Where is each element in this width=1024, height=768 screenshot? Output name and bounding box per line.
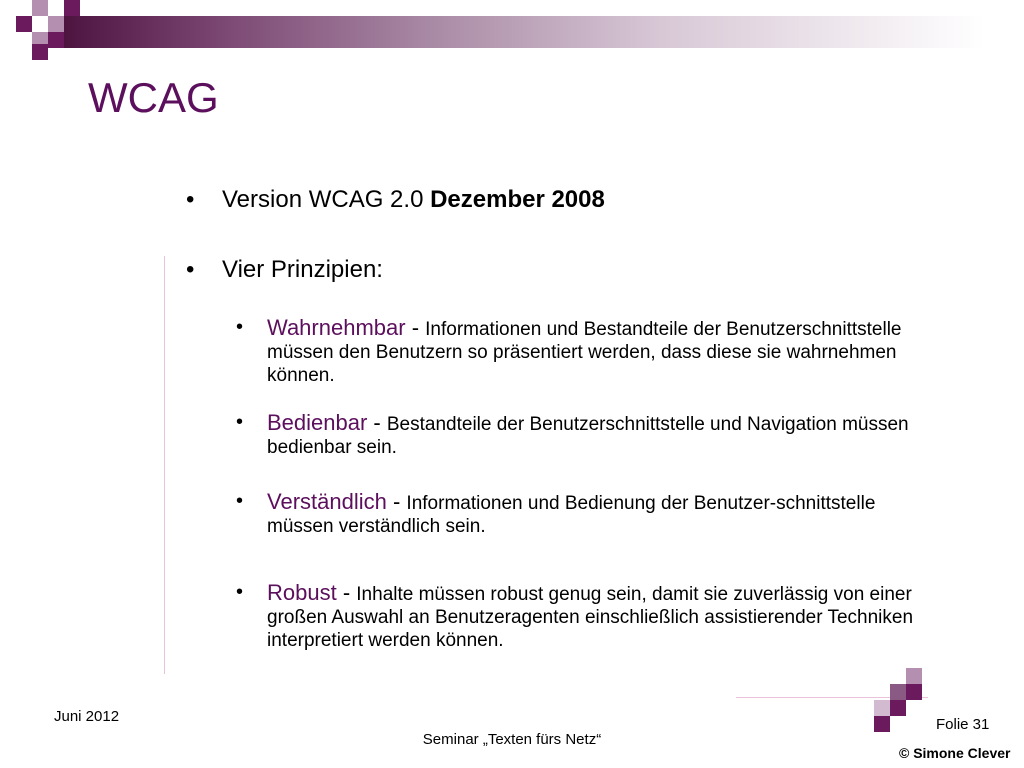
bullet-dot: • (236, 316, 244, 338)
header-gradient-bar (64, 16, 984, 48)
principle-item (236, 411, 956, 459)
footer-copyright: © Simone Clever (899, 745, 1011, 761)
principle-dash: - (386, 489, 407, 514)
bullet-dot: • (186, 256, 195, 283)
principle-term: Wahrnehmbar (267, 315, 406, 340)
principle-dash: - (405, 315, 426, 340)
principle-term: Bedienbar (267, 410, 368, 435)
footer-page-number: Folie 31 (936, 716, 990, 733)
decor-square (890, 684, 906, 700)
footer-date: Juni 2012 (54, 708, 120, 725)
decor-square (906, 668, 922, 684)
decor-square (32, 44, 48, 60)
decor-square (874, 700, 890, 716)
decor-square (32, 0, 48, 16)
bullet-dot: • (186, 186, 195, 213)
decor-square (48, 16, 64, 32)
principle-term: Robust (267, 580, 337, 605)
principle-item (236, 490, 956, 538)
decor-square (874, 716, 890, 732)
bullet-dot: • (236, 411, 244, 433)
principle-term: Verständlich (267, 489, 387, 514)
decor-square (906, 684, 922, 700)
principle-description: Informationen und Bedienung der Benutzer-schnittstelle müssen verständlich sein. (267, 493, 876, 537)
vertical-rule (164, 256, 165, 674)
decor-square (16, 16, 32, 32)
principle-dash: - (367, 410, 387, 435)
decor-square (890, 700, 906, 716)
decor-square (48, 32, 64, 48)
principle-item (236, 316, 956, 387)
principle-item (236, 581, 956, 652)
slide-title: WCAG (88, 74, 219, 121)
principle-description: Bestandteile der Benutzerschnittstelle und Navigation müssen bedienbar sein. (267, 414, 909, 458)
principle-description: Informationen und Bestandteile der Benutzerschnittstelle müssen den Benutzern so präsentiert werden, dass diese sie wahrnehmen können. (267, 319, 902, 386)
bullet-principles-text: Vier Prinzipien: (222, 256, 383, 283)
bullet-dot: • (236, 490, 244, 512)
principle-description: Inhalte müssen robust genug sein, damit sie zuverlässig von einer großen Auswahl an Benutzeragenten einschließlich assistierender Techniken interpretiert werden können. (267, 584, 914, 651)
bullet-version-date: Dezember 2008 (430, 186, 605, 213)
bullet-dot: • (236, 581, 244, 603)
footer-seminar: Seminar „Texten fürs Netz“ (422, 731, 602, 748)
principle-dash: - (336, 580, 357, 605)
bullet-text (222, 186, 605, 214)
bullet-version-text: Version WCAG 2.0 (222, 186, 431, 213)
decor-square (64, 0, 80, 16)
